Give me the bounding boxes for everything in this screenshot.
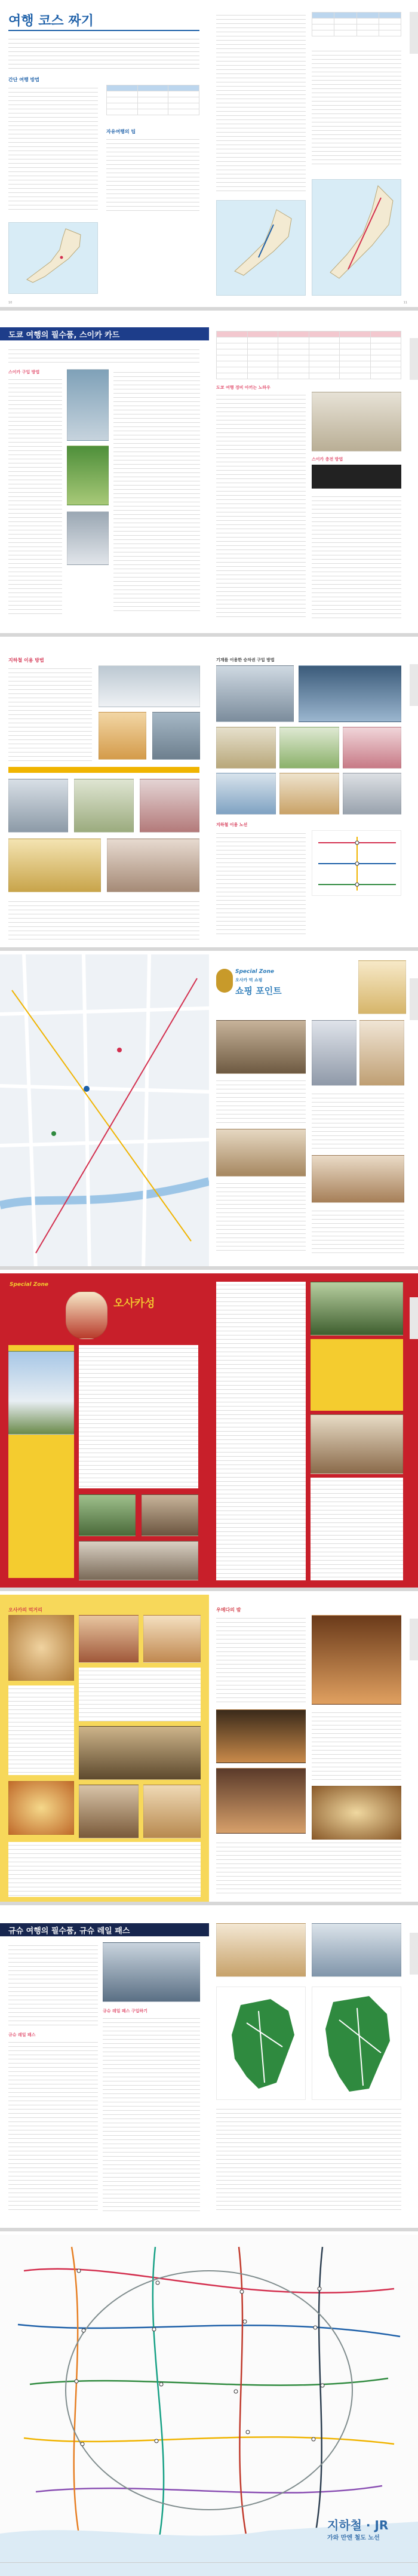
text-column — [8, 665, 92, 761]
photo-ticket — [99, 712, 146, 760]
info-table — [106, 85, 199, 115]
photo-dish-2 — [143, 1615, 201, 1663]
map-route-2 — [312, 179, 401, 296]
photo-platform — [99, 665, 200, 707]
mini-route-map — [312, 830, 401, 896]
map-kyushu-north — [216, 1987, 306, 2100]
photo-vending-machine — [216, 665, 294, 722]
photo-train-2 — [312, 1923, 401, 1977]
intro-paragraph — [8, 36, 199, 72]
section-subtitle: 오사카 먹 쇼핑 — [235, 978, 263, 982]
page-number: 11 — [403, 301, 407, 305]
photo-step-3 — [343, 727, 401, 769]
photo-shop-3 — [312, 1020, 356, 1086]
section-title-bar — [0, 327, 209, 340]
page-left — [0, 640, 209, 947]
section-heading: 도쿄 여행 경비 아끼는 노하우 — [216, 385, 271, 390]
page-left — [0, 1595, 209, 1902]
photo-night-2 — [216, 1768, 306, 1834]
illustration-samurai — [66, 1291, 107, 1339]
text-column — [216, 392, 306, 619]
section-title: 오사카의 먹거리 — [8, 1607, 42, 1613]
photo-gyoza — [8, 1615, 74, 1681]
section-heading: 스이카 구입 방법 — [8, 370, 40, 374]
street-map — [0, 954, 209, 1266]
fare-table — [216, 331, 401, 379]
text-column-2 — [113, 369, 200, 614]
photo-dish-5 — [143, 1785, 201, 1838]
map-route-1 — [216, 200, 306, 296]
photo-station — [152, 712, 200, 760]
footer-rule — [0, 2562, 418, 2563]
photo-night-3 — [312, 1786, 401, 1840]
section-title: 쇼핑 포인트 — [235, 985, 282, 996]
section-title: 우메다의 밤 — [216, 1607, 241, 1613]
section-title: 오사카성 — [113, 1297, 155, 1310]
section-title: 도쿄 여행의 필수품, 스이카 카드 — [8, 330, 120, 340]
map-subtitle: 가와 만엔 철도 노선 — [327, 2535, 380, 2541]
section-heading-2: 자유여행의 팁 — [106, 129, 136, 134]
photo-garden — [79, 1494, 136, 1536]
side-tab — [410, 1933, 418, 1975]
section-title: 규슈 여행의 필수품, 규슈 레일 패스 — [8, 1926, 130, 1936]
special-zone-label: Special Zone — [235, 969, 274, 975]
photo-interior-2 — [107, 839, 199, 892]
text-column — [8, 1942, 98, 2026]
photo-train — [312, 392, 401, 452]
text-column-2 — [106, 136, 199, 214]
text-column — [216, 830, 306, 938]
photo-dish-4 — [79, 1785, 139, 1838]
spread-osaka-castle — [0, 1273, 418, 1591]
section-title: 지하철 이용 방법 — [8, 658, 44, 663]
spread-shopping — [0, 954, 418, 1270]
title-rule — [8, 30, 199, 31]
side-tab — [410, 1619, 418, 1660]
spread-subway — [0, 640, 418, 951]
map-kyushu-south — [312, 1987, 401, 2100]
text-column-3 — [311, 1478, 403, 1580]
page-left — [0, 1273, 209, 1588]
page-right — [209, 314, 418, 633]
photo-shop-5 — [312, 1155, 404, 1203]
text-column-3 — [103, 2015, 200, 2212]
section-heading-2: 지하철 이용 노선 — [216, 822, 248, 827]
photo-forest — [311, 1282, 403, 1335]
map-japan-small — [8, 222, 98, 294]
map-title: 지하철 · JR — [327, 2518, 389, 2532]
photo-shop-2 — [216, 1129, 306, 1177]
spread-travel-course — [0, 0, 418, 311]
photo-shrine — [311, 1414, 403, 1474]
photo-shop-1 — [216, 1020, 306, 1074]
text-column — [8, 376, 62, 615]
spread-rail-map — [0, 2235, 418, 2576]
photo-charge-screen — [312, 465, 401, 489]
text-column-3 — [8, 1842, 201, 1897]
photo-rail-pass — [216, 1923, 306, 1977]
photo-gate — [142, 1494, 198, 1536]
page-left — [0, 314, 209, 633]
text-column-2 — [312, 493, 401, 619]
photo-shop-front — [79, 1726, 201, 1780]
photo-interior-1 — [8, 839, 101, 892]
text-column-3 — [216, 1840, 401, 1897]
spread-food — [0, 1595, 418, 1905]
page-right — [209, 0, 418, 307]
page-left — [0, 0, 209, 307]
intro-paragraph — [8, 346, 199, 364]
fare-table — [312, 12, 401, 36]
section-title-bar — [0, 1923, 209, 1936]
photo-ticket-machine — [67, 369, 109, 441]
side-tab — [410, 664, 418, 706]
photo-gate — [67, 511, 109, 565]
text-column-4 — [312, 1208, 404, 1255]
photo-step-5 — [279, 773, 339, 815]
photo-step-2 — [279, 727, 339, 769]
side-tab — [410, 338, 418, 380]
photo-kyushu-train — [103, 1942, 200, 2002]
text-column-2 — [8, 2039, 98, 2212]
page-title: 여행 코스 짜기 — [8, 14, 94, 29]
text-column — [216, 2106, 401, 2213]
illustration-figure — [358, 960, 406, 1014]
photo-suica-card — [67, 446, 109, 505]
text-column — [216, 1077, 306, 1125]
photo-machine-3 — [140, 779, 199, 833]
text-column-2 — [79, 1668, 201, 1721]
photo-shop-4 — [359, 1020, 404, 1086]
text-column — [79, 1345, 198, 1488]
text-column-4 — [312, 48, 401, 167]
side-tab — [410, 1297, 418, 1339]
page-right — [209, 1595, 418, 1902]
photo-touch-screen — [299, 665, 401, 722]
photo-machine-2 — [74, 779, 134, 833]
tape-bar — [8, 767, 199, 773]
text-column — [8, 1685, 74, 1775]
side-tab — [410, 978, 418, 1020]
text-panel — [216, 1282, 306, 1580]
section-heading: 기계를 이용한 승차권 구입 방법 — [216, 658, 275, 662]
photo-bar — [312, 1615, 401, 1705]
text-column-2 — [312, 1709, 401, 1781]
page-right — [209, 954, 418, 1266]
text-column-2 — [8, 898, 199, 940]
page-number: 10 — [8, 301, 13, 305]
text-column-3 — [216, 12, 306, 191]
photo-night-1 — [216, 1709, 306, 1763]
decor-circle — [216, 969, 233, 993]
text-column-2 — [311, 1339, 403, 1411]
text-column — [8, 85, 98, 210]
section-heading: 간단 여행 방법 — [8, 77, 39, 82]
page-right — [209, 1909, 418, 2228]
photo-step-4 — [216, 773, 276, 815]
text-column — [216, 1615, 306, 1705]
section-heading-2: 스이카 충전 방법 — [312, 457, 343, 462]
section-heading-2: 규슈 레일 패스 구입하기 — [103, 2009, 147, 2013]
section-heading: 규슈 레일 패스 — [8, 2032, 36, 2037]
spread-suica — [0, 314, 418, 637]
page-left — [0, 1909, 209, 2228]
page-right — [209, 1273, 418, 1588]
page-right — [209, 640, 418, 947]
spread-kyushu-rail-pass — [0, 1909, 418, 2231]
photo-step-1 — [216, 727, 276, 769]
side-tab — [410, 12, 418, 54]
photo-temple — [79, 1541, 198, 1580]
photo-machine-1 — [8, 779, 68, 833]
photo-step-6 — [343, 773, 401, 815]
photo-dish-1 — [79, 1615, 139, 1663]
text-column-3 — [312, 1091, 404, 1150]
photo-dish-3 — [8, 1781, 74, 1835]
special-zone-label: Special Zone — [10, 1282, 48, 1288]
photo-castle — [8, 1351, 74, 1435]
page-left — [0, 954, 209, 1266]
text-column-2 — [216, 1180, 306, 1252]
